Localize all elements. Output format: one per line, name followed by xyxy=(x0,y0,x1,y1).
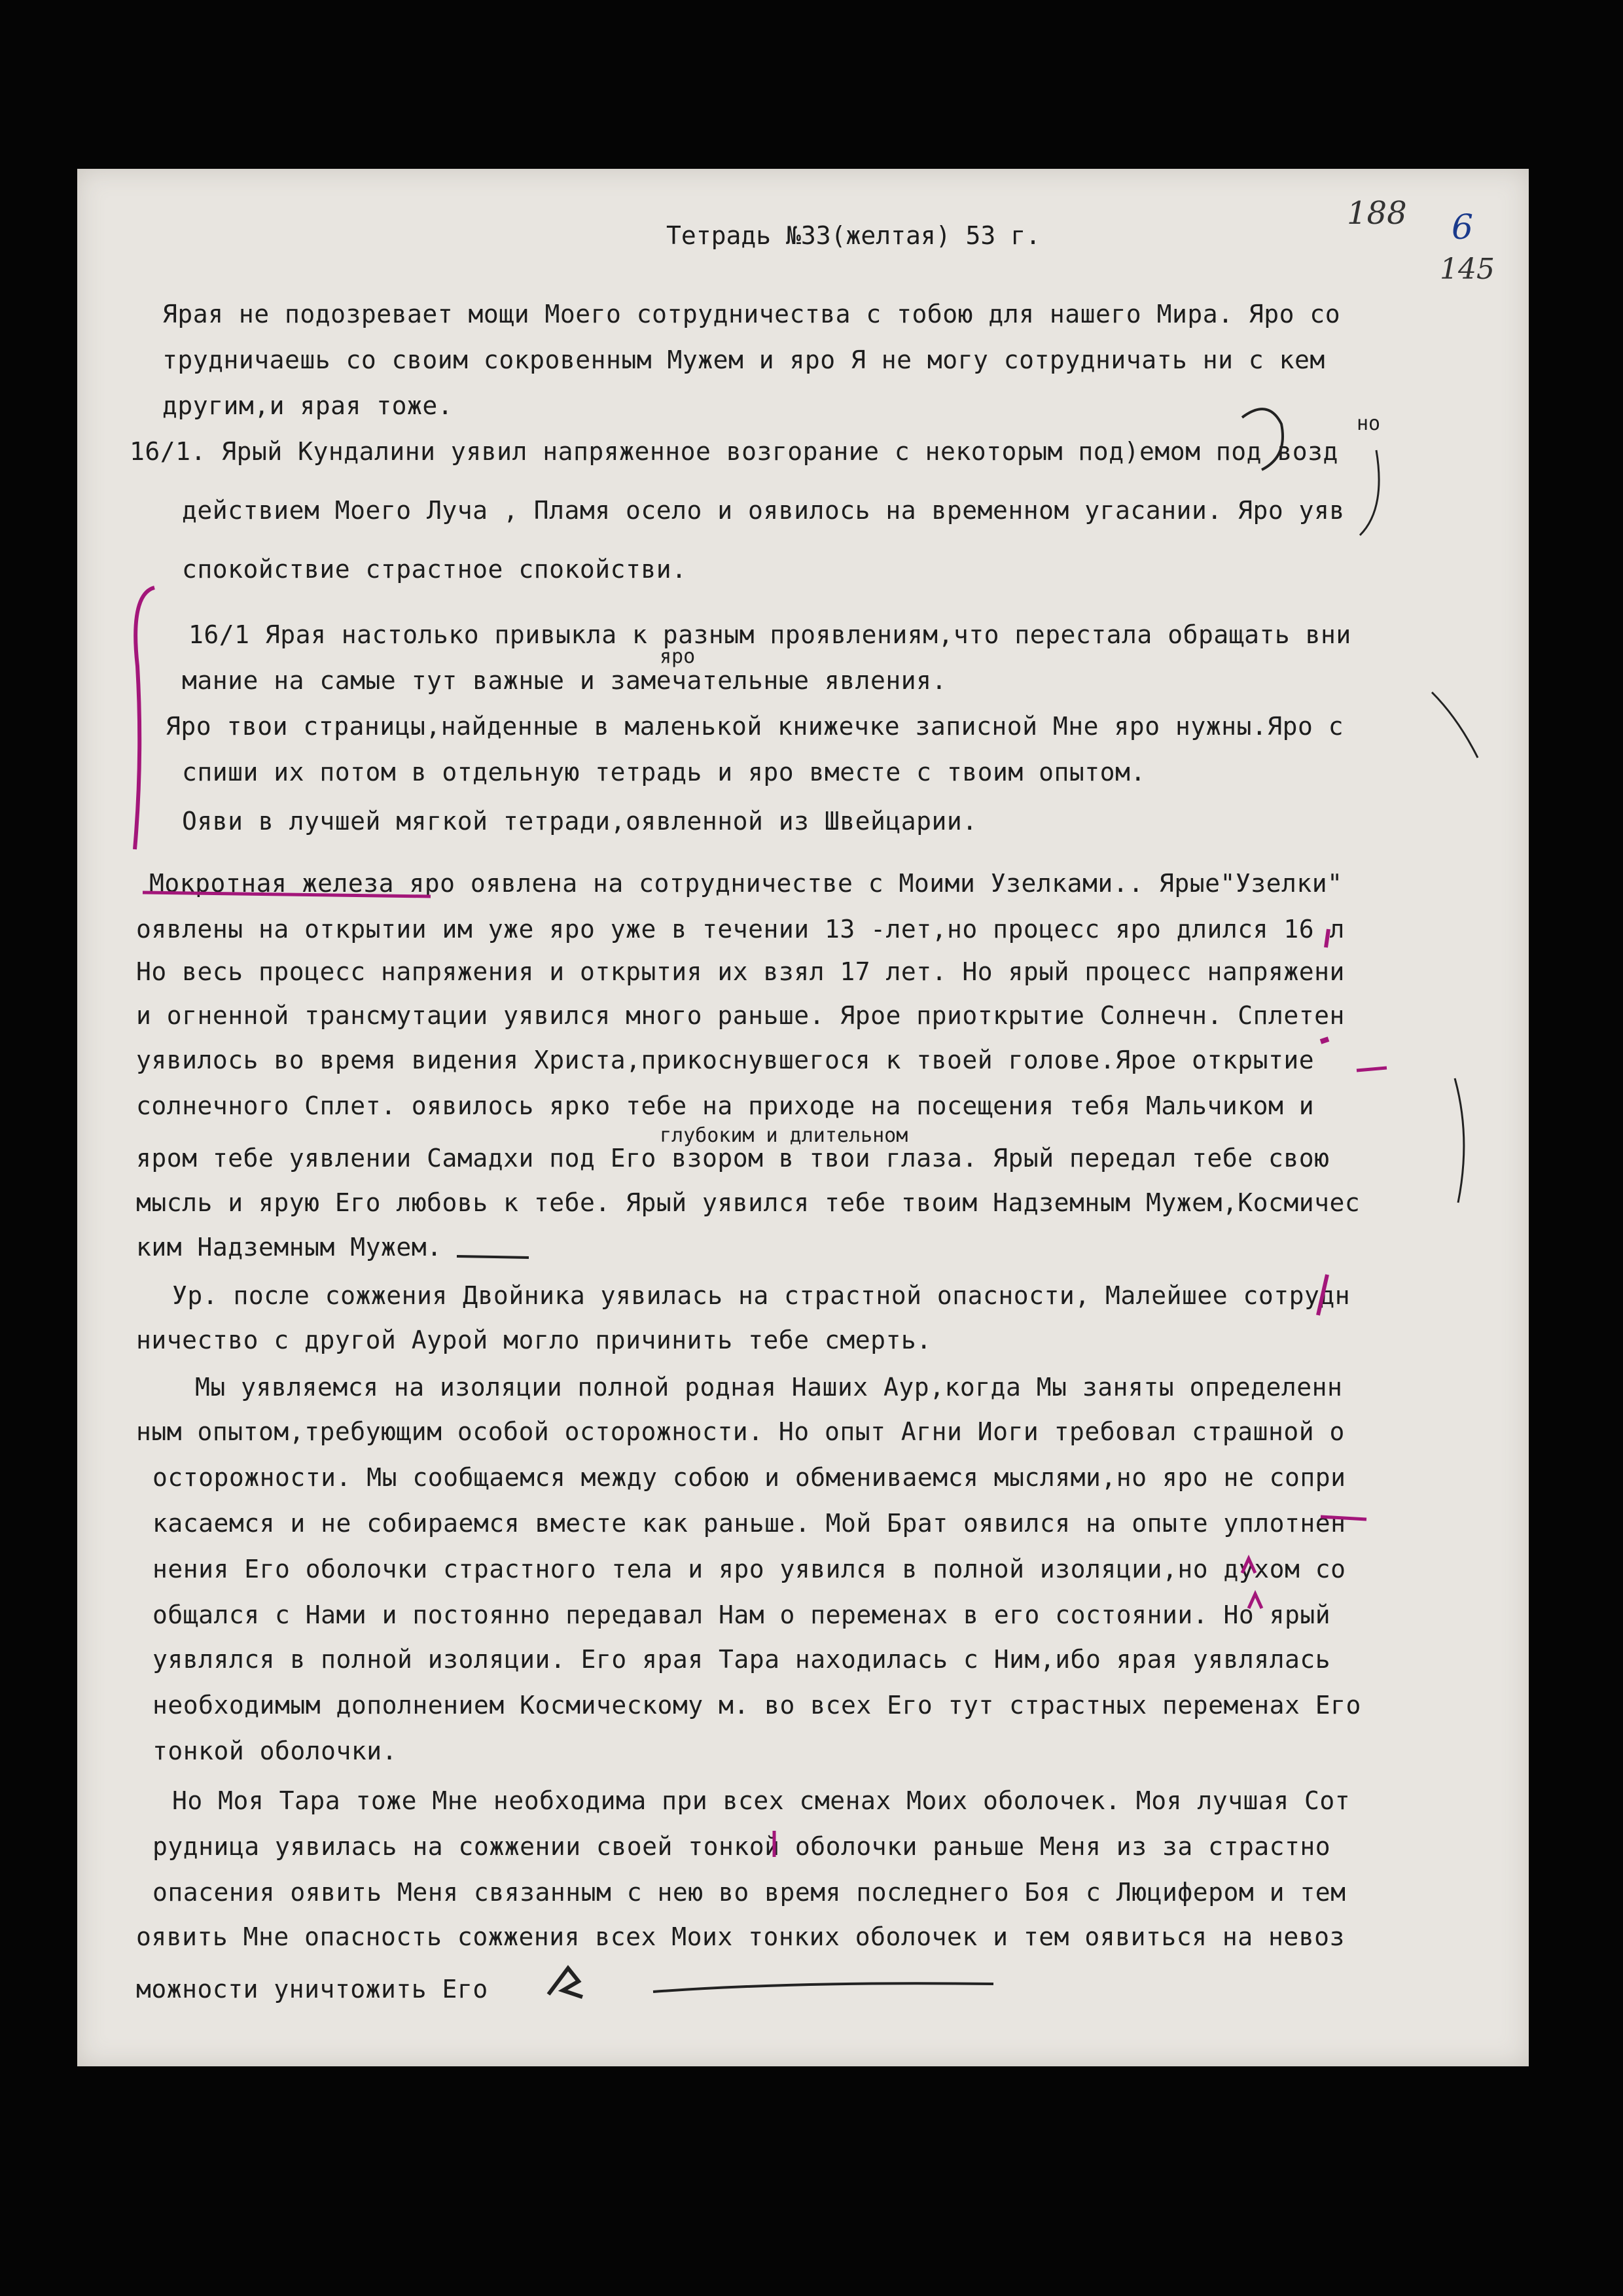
text-line: спокойствие страстное спокойстви. xyxy=(182,555,687,584)
text-line: солнечного Сплет. оявилось ярко тебе на приходе на посещения тебя Мальчиком и xyxy=(136,1091,1315,1120)
text-line: ничество с другой Аурой могло причинить тебе смерть. xyxy=(136,1326,932,1354)
text-line: и огненной трансмутации уявился много раньше. Ярое приоткрытие Солнечн. Сплетен xyxy=(136,1001,1345,1030)
interlinear-insertion: глубоким и длительном xyxy=(660,1124,908,1147)
text-line: Ур. после сожжения Двойника уявилась на страстной опасности, Малейшее сотрудн xyxy=(172,1281,1351,1310)
text-line: рудница уявилась на сожжении своей тонкой оболочки раньше Меня из за страстно xyxy=(152,1832,1331,1861)
text-line: трудничаешь со своим сокровенным Мужем и яро Я не могу сотрудничать ни с кем xyxy=(162,345,1325,374)
text-line: 16/1 Ярая настолько привыкла к разным проявлениям,что перестала обращать вни xyxy=(188,620,1351,649)
text-line: можности уничтожить Его xyxy=(136,1975,488,2004)
text-line: яром тебе уявлении Самадхи под Его взором в твои глаза. Ярый передал тебе свою xyxy=(136,1144,1330,1173)
text-line: Мы уявляемся на изоляции полной родная Наших Аур,когда Мы заняты определенн xyxy=(195,1373,1343,1402)
pen-final-line xyxy=(653,1983,993,1992)
text-line: оявить Мне опасность сожжения всех Моих тонких оболочек и тем оявиться на невоз xyxy=(136,1922,1345,1951)
pen-curve xyxy=(1432,692,1478,758)
text-line: уявилось во время видения Христа,прикоснувшегося к твоей голове.Ярое открытие xyxy=(136,1046,1315,1074)
text-line: Но Моя Тара тоже Мне необходима при всех сменах Моих оболочек. Моя лучшая Сот xyxy=(172,1786,1351,1815)
text-line: 16/1. Ярый Кундалини уявил напряженное возгорание с некоторым под)емом под возд xyxy=(130,437,1338,466)
text-line: Ярая не подозревает мощи Моего сотрудничества с тобою для нашего Мира. Яро со xyxy=(162,300,1341,328)
handwritten-sub-number: 145 xyxy=(1440,253,1495,286)
text-line: касаемся и не собираемся вместе как раньше. Мой Брат оявился на опыте уплотнен xyxy=(152,1509,1346,1538)
pen-signature xyxy=(548,1968,582,1997)
text-line: спиши их потом в отдельную тетрадь и яро вместе с твоим опытом. xyxy=(182,758,1146,786)
pen-insertion-line xyxy=(1360,450,1379,535)
typewritten-page xyxy=(77,169,1529,2066)
pen-bracket-right xyxy=(1455,1078,1464,1203)
interlinear-correction: яро xyxy=(660,645,696,668)
text-line: нения Его оболочки страстного тела и яро уявился в полной изоляции,но духом со xyxy=(152,1555,1346,1583)
handwritten-page-number: 188 xyxy=(1347,195,1407,232)
text-line: необходимым дополнением Космическому м. во всех Его тут страстных переменах Его xyxy=(152,1691,1361,1720)
text-line: Мокротная железа яро оявлена на сотрудничестве с Моими Узелками.. Ярые"Узелки" xyxy=(149,869,1343,898)
text-line: действием Моего Луча , Пламя осело и оявилось на временном угасании. Яро уяв xyxy=(182,496,1345,525)
text-line: ным опытом,требующим особой осторожности. Но опыт Агни Иоги требовал страшной о xyxy=(136,1417,1345,1446)
handwritten-blue-mark: 6 xyxy=(1452,208,1474,247)
magenta-dash xyxy=(1357,1068,1387,1070)
text-line: мание на самые тут важные и замечательные явления. xyxy=(182,666,947,695)
text-line: мысль и ярую Его любовь к тебе. Ярый уявился тебе твоим Надземным Мужем,Космичес xyxy=(136,1188,1361,1217)
text-line: Но весь процесс напряжения и открытия их взял 17 лет. Но ярый процесс напряжени xyxy=(136,957,1345,986)
page-title: Тетрадь №33(желтая) 53 г. xyxy=(666,221,1041,250)
text-line: Ояви в лучшей мягкой тетради,оявленной из Швейцарии. xyxy=(182,807,978,836)
interlinear-correction: но xyxy=(1357,412,1381,435)
magenta-bracket xyxy=(135,588,154,849)
text-line: осторожности. Мы сообщаемся между собою и обмениваемся мыслями,но яро не сопри xyxy=(152,1463,1346,1492)
text-line: опасения оявить Меня связанным с нею во время последнего Боя с Люцифером и тем xyxy=(152,1878,1346,1907)
text-line: тонкой оболочки. xyxy=(152,1737,398,1765)
text-line: уявлялся в полной изоляции. Его ярая Тара находилась с Ним,ибо ярая уявлялась xyxy=(152,1645,1331,1674)
magenta-tick xyxy=(1321,1039,1329,1042)
text-line: ким Надземным Мужем. xyxy=(136,1233,442,1262)
pen-dash xyxy=(457,1256,529,1258)
text-line: Яро твои страницы,найденные в маленькой книжечке записной Мне яро нужны.Яро с xyxy=(166,712,1344,741)
text-line: общался с Нами и постоянно передавал Нам о переменах в его состоянии. Но ярый xyxy=(152,1600,1331,1629)
text-line: другим,и ярая тоже. xyxy=(162,391,454,420)
text-line: оявлены на открытии им уже яро уже в течении 13 -лет,но процесс яро длился 16 л xyxy=(136,915,1345,944)
